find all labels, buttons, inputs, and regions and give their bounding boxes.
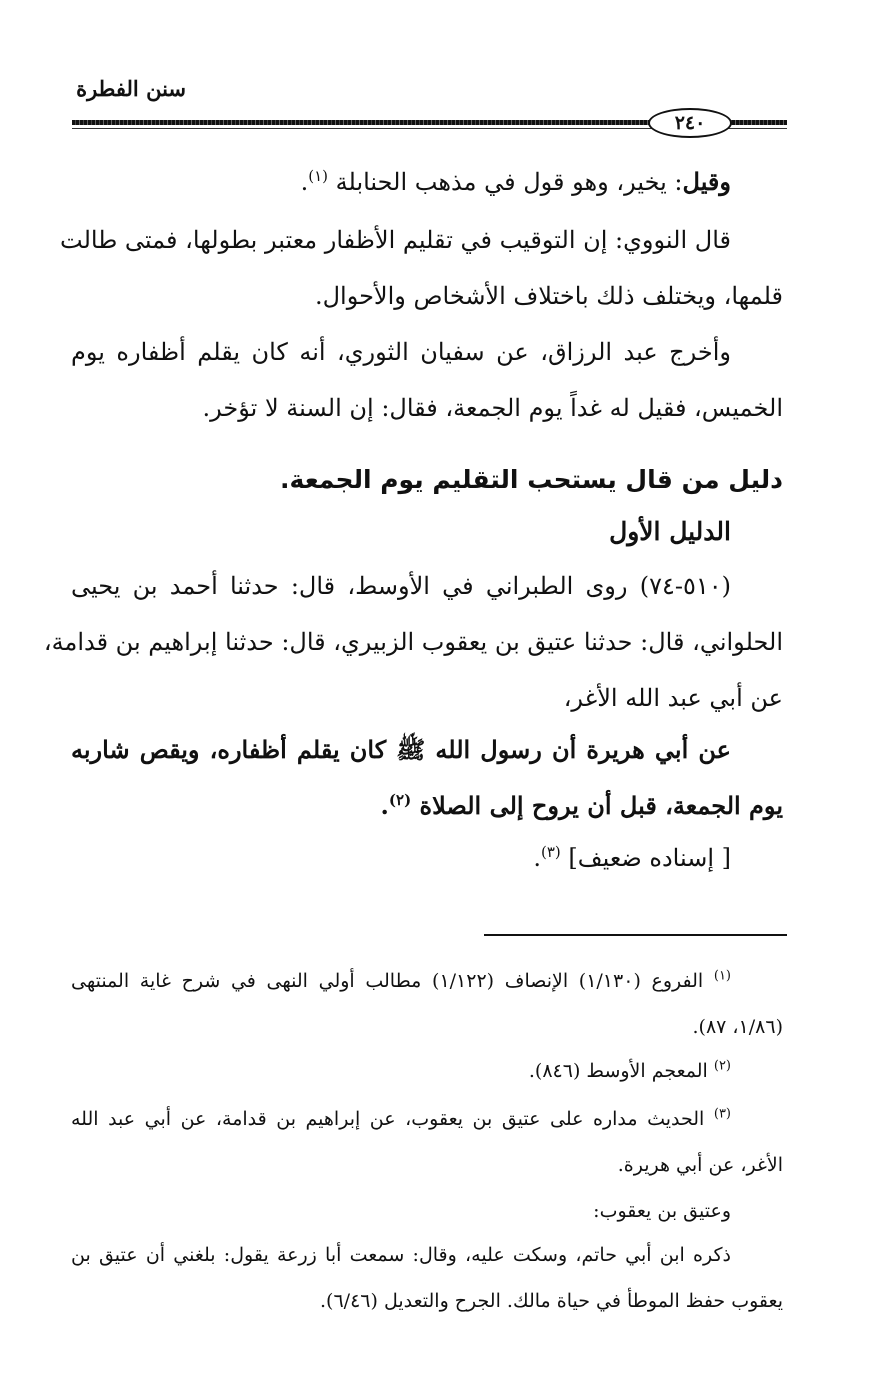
footnote-3-number: (٣) xyxy=(713,1106,731,1122)
line-text: : يخير، وهو قول في مذهب الحنابلة xyxy=(328,168,683,196)
footnote-1-line-1 xyxy=(71,966,731,996)
footnote-3-line-3: وعتيق بن يعقوب: xyxy=(593,1200,731,1222)
body-line-4: وأخرج عبد الرزاق، عن سفيان الثوري، أنه كان يقلم أظفاره يوم xyxy=(71,338,731,366)
footnote-2-text: المعجم الأوسط (٨٤٦). xyxy=(528,1060,714,1082)
body-line-2: قال النووي: إن التوقيب في تقليم الأظفار معتبر بطولها، فمتى طالت xyxy=(60,226,731,254)
footnote-ref-1: (١) xyxy=(308,167,328,185)
grading-end: . xyxy=(533,844,541,872)
body-line-1 xyxy=(71,162,731,202)
footnote-ref-3: (٣) xyxy=(540,843,561,861)
footnote-separator xyxy=(484,934,787,936)
hadith-line-1: عن أبي هريرة أن رسول الله ﷺ كان يقلم أظفاره، ويقص شاربه xyxy=(71,735,731,764)
grading-line xyxy=(71,838,731,878)
body-line-8: عن أبي عبد الله الأغر، xyxy=(563,684,783,712)
body-line-6: (٥١٠-٧٤) روى الطبراني في الأوسط، قال: حدثنا أحمد بن يحيى xyxy=(71,572,731,600)
footnote-3-line-4: ذكره ابن أبي حاتم، وسكت عليه، وقال: سمعت أبا زرعة يقول: بلغني أن عتيق بن xyxy=(71,1244,731,1266)
subsection-heading: الدليل الأول xyxy=(609,517,731,546)
hadith-end: . xyxy=(380,791,389,820)
running-title: سنن الفطرة xyxy=(76,76,186,101)
footnote-2-number: (٢) xyxy=(713,1058,731,1074)
body-line-3: قلمها، ويختلف ذلك باختلاف الأشخاص والأحوال. xyxy=(314,282,783,310)
footnote-1-line-2: (١/٨٦، ٨٧). xyxy=(692,1016,783,1038)
body-line-7: الحلواني، قال: حدثنا عتيق بن يعقوب الزبيري، قال: حدثنا إبراهيم بن قدامة، xyxy=(43,628,783,656)
footnote-2 xyxy=(71,1056,731,1086)
footnote-ref-2: (٢) xyxy=(388,791,412,809)
body-line-5: الخميس، فقيل له غداً يوم الجمعة، فقال: إن السنة لا تؤخر. xyxy=(202,394,783,422)
hadith-line-2 xyxy=(71,786,783,826)
footnote-1-number: (١) xyxy=(713,968,731,984)
footnote-1-text: الفروع (١/١٣٠) الإنصاف (١/١٢٢) مطالب أولي النهى في شرح غاية المنتهى xyxy=(71,970,714,992)
footnote-3-line-1 xyxy=(71,1104,731,1134)
section-heading: دليل من قال يستحب التقليم يوم الجمعة. xyxy=(280,465,783,494)
footnote-3-line-2: الأغر، عن أبي هريرة. xyxy=(617,1154,783,1176)
footnote-3-line-5: يعقوب حفظ الموطأ في حياة مالك. الجرح والتعديل (٦/٤٦). xyxy=(320,1290,783,1312)
page-number: ٢٤٠ xyxy=(648,108,732,138)
line-end: . xyxy=(300,168,309,196)
hadith-text: يوم الجمعة، قبل أن يروح إلى الصلاة xyxy=(411,791,783,820)
lead-word: وقيل xyxy=(682,167,731,196)
grading-text: [ إسناده ضعيف] xyxy=(560,844,731,872)
footnote-3-text: الحديث مداره على عتيق بن يعقوب، عن إبراهيم بن قدامة، عن أبي عبد الله xyxy=(71,1108,714,1130)
